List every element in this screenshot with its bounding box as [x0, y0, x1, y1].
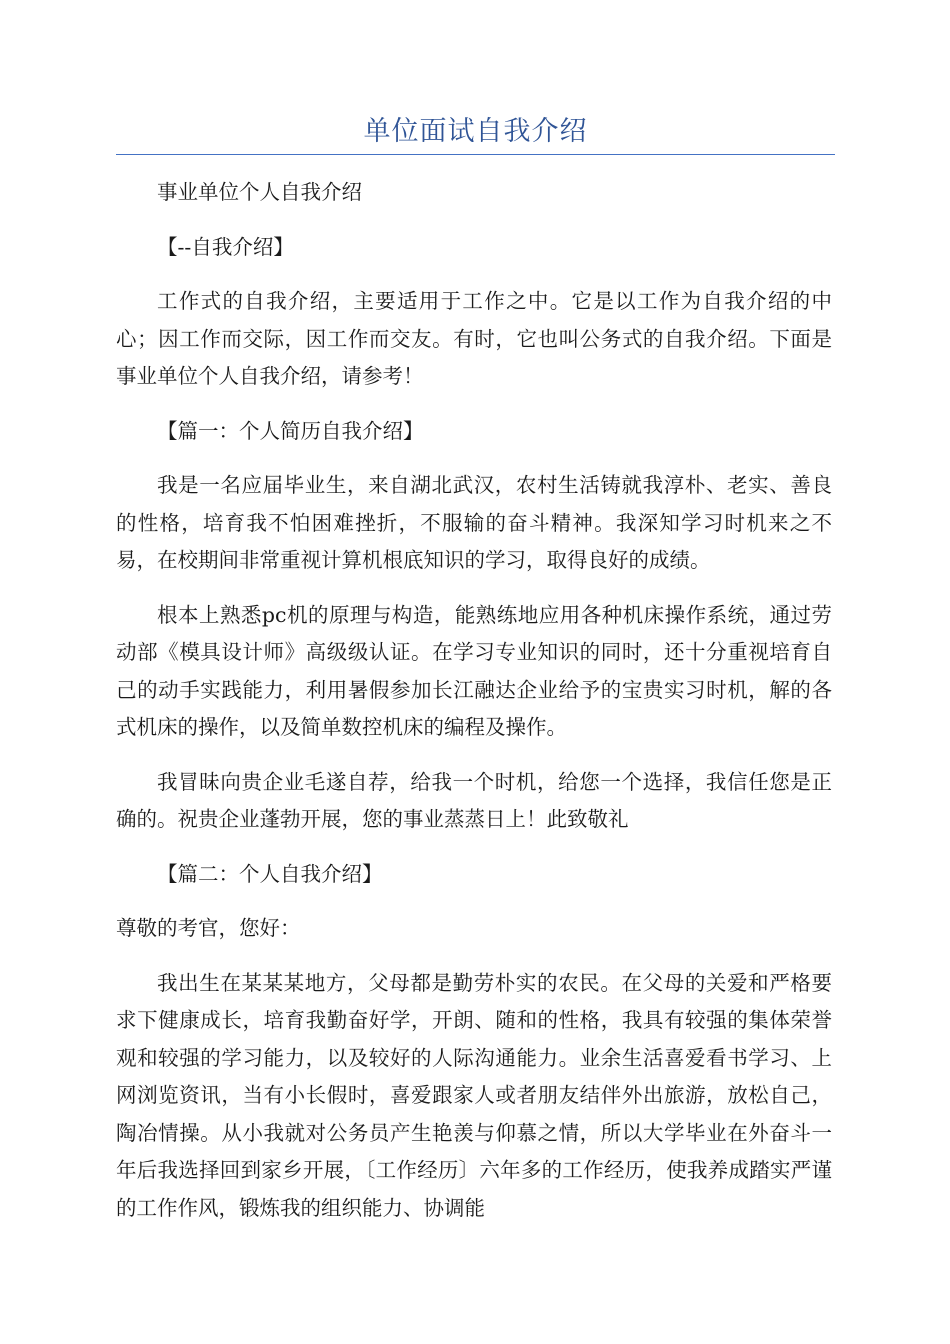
paragraph-subtitle: 事业单位个人自我介绍: [157, 180, 362, 204]
paragraph-part-one-3: 我冒昧向贵企业毛遂自荐，给我一个时机，给您一个选择，我信任您是正确的。祝贵企业蓬勃开展，您的事业蒸蒸日上！此致敬礼: [116, 769, 832, 831]
title-underline: [116, 154, 835, 155]
paragraph-part-two-1: 我出生在某某某地方，父母都是勤劳朴实的农民。在父母的关爱和严格要求下健康成长，培育我勤奋好学，开朗、随和的性格，我具有较强的集体荣誉观和较强的学习能力，以及较好的人际沟通能力。业余生活喜爱看书学习、上网浏览资讯，当有小长假时，喜爱跟家人或者朋友结伴外出旅游，放松自己，陶冶情操。从小我就对公务员产生艳羡与仰慕之情，所以大学毕业在外奋斗一年后我选择回到家乡开展，〔工作经历〕六年多的工作经历，使我养成踏实严谨的工作作风，锻炼我的组织能力、协调能: [116, 970, 832, 1220]
heading-part-one: 【篇一：个人简历自我介绍】: [157, 418, 424, 443]
paragraph-section-label: 【--自我介绍】: [157, 234, 294, 259]
paragraph-part-one-2: 根本上熟悉pc机的原理与构造，能熟练地应用各种机床操作系统，通过劳动部《模具设计师》高级级认证。在学习专业知识的同时，还十分重视培育自己的动手实践能力，利用暑假参加长江融达企业给予的宝贵实习时机，解的各式机床的操作，以及简单数控机床的编程及操作。: [116, 602, 832, 739]
paragraph-part-one-1: 我是一名应届毕业生，来自湖北武汉，农村生活铸就我淳朴、老实、善良的性格，培育我不怕困难挫折，不服输的奋斗精神。我深知学习时机来之不易，在校期间非常重视计算机根底知识的学习，取得良好的成绩。: [116, 473, 832, 572]
paragraph-salutation: 尊敬的考官，您好：: [116, 916, 301, 940]
document-title: 单位面试自我介绍: [363, 116, 588, 147]
paragraph-intro: 工作式的自我介绍，主要适用于工作之中。它是以工作为自我介绍的中心；因工作而交际，因工作而交友。有时，它也叫公务式的自我介绍。下面是事业单位个人自我介绍，请参考！: [116, 289, 832, 388]
document-body: [116, 174, 832, 1244]
heading-part-two: 【篇二：个人自我介绍】: [157, 861, 383, 886]
